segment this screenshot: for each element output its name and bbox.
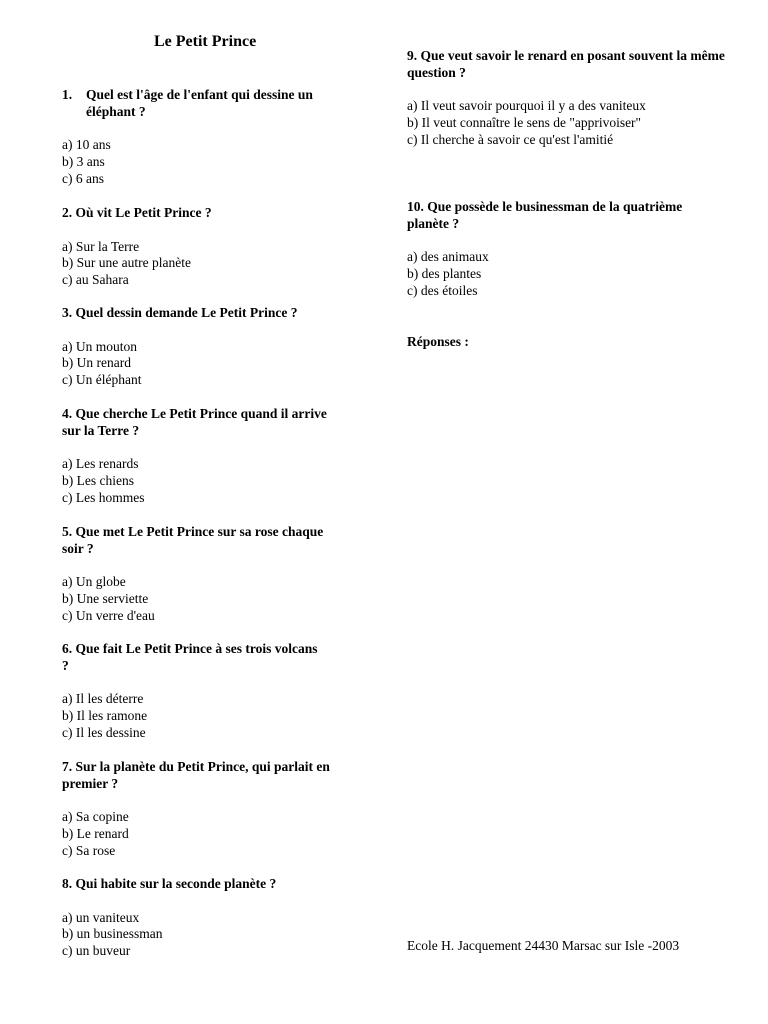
question-8-option-c: c) un buveur — [62, 943, 131, 959]
question-2-option-c: c) au Sahara — [62, 272, 129, 288]
question-10-option-a: a) des animaux — [407, 249, 489, 265]
question-1 — [62, 87, 362, 188]
question-3-title: 3. Quel dessin demande Le Petit Prince ? — [62, 305, 298, 320]
question-10 — [407, 199, 727, 300]
question-3-option-a: a) Un mouton — [62, 338, 137, 354]
question-9-options — [407, 98, 727, 148]
question-8-option-b: b) un businessman — [62, 926, 163, 942]
question-8 — [62, 876, 362, 960]
question-6 — [62, 641, 327, 742]
question-9-title: 9. Que veut savoir le renard en posant souvent la même question ? — [407, 48, 725, 80]
answers-label: Réponses : — [407, 334, 469, 349]
question-2-options — [62, 239, 362, 289]
question-4-option-c: c) Les hommes — [62, 489, 145, 505]
question-7-options — [62, 809, 362, 859]
question-3-option-b: b) Un renard — [62, 355, 131, 371]
question-4-options — [62, 456, 342, 506]
question-1-title — [62, 87, 362, 121]
question-8-options — [62, 910, 362, 960]
question-7-option-c: c) Sa rose — [62, 842, 116, 858]
question-1-options — [62, 137, 362, 187]
footer-school: Ecole H. Jacquement 24430 Marsac sur Isle -2003 — [407, 938, 680, 953]
question-8-option-a: a) un vaniteux — [62, 909, 140, 925]
question-1-text: Quel est l'âge de l'enfant qui dessine un éléphant ? — [86, 87, 313, 119]
question-3-option-c: c) Un éléphant — [62, 372, 142, 388]
question-7-option-a: a) Sa copine — [62, 809, 129, 825]
question-2-title: 2. Où vit Le Petit Prince ? — [62, 205, 212, 220]
question-7-option-b: b) Le renard — [62, 826, 129, 842]
question-9 — [407, 48, 727, 149]
question-8-title: 8. Qui habite sur la seconde planète ? — [62, 876, 277, 891]
question-4-option-a: a) Les renards — [62, 456, 139, 472]
question-7 — [62, 759, 362, 860]
question-6-option-b: b) Il les ramone — [62, 708, 148, 724]
question-6-title: 6. Que fait Le Petit Prince à ses trois volcans ? — [62, 641, 318, 673]
question-3 — [62, 305, 362, 389]
question-4 — [62, 406, 342, 507]
question-2 — [62, 205, 362, 289]
question-5-option-b: b) Une serviette — [62, 591, 149, 607]
question-6-options — [62, 691, 327, 741]
question-9-option-c: c) Il cherche à savoir ce qu'est l'amitié — [407, 131, 614, 147]
question-5 — [62, 524, 332, 625]
question-5-options — [62, 574, 332, 624]
question-5-option-a: a) Un globe — [62, 574, 126, 590]
question-2-option-b: b) Sur une autre planète — [62, 255, 191, 271]
document-title: Le Petit Prince — [154, 33, 257, 50]
question-6-option-c: c) Il les dessine — [62, 724, 146, 740]
question-1-option-a: a) 10 ans — [62, 137, 111, 153]
question-2-option-a: a) Sur la Terre — [62, 238, 140, 254]
question-5-option-c: c) Un verre d'eau — [62, 607, 155, 623]
question-5-title: 5. Que met Le Petit Prince sur sa rose chaque soir ? — [62, 524, 324, 556]
question-3-options — [62, 339, 362, 389]
question-6-option-a: a) Il les déterre — [62, 691, 144, 707]
question-1-option-c: c) 6 ans — [62, 170, 104, 186]
question-10-option-c: c) des étoiles — [407, 282, 478, 298]
question-10-option-b: b) des plantes — [407, 266, 482, 282]
question-7-title: 7. Sur la planète du Petit Prince, qui parlait en premier ? — [62, 759, 330, 791]
question-9-option-a: a) Il veut savoir pourquoi il y a des vaniteux — [407, 98, 646, 114]
question-10-title: 10. Que possède le businessman de la quatrième planète ? — [407, 199, 683, 231]
question-9-option-b: b) Il veut connaître le sens de "apprivoiser" — [407, 115, 642, 131]
question-1-option-b: b) 3 ans — [62, 154, 105, 170]
question-1-number: 1. — [62, 87, 73, 102]
question-10-options — [407, 249, 727, 299]
question-4-option-b: b) Les chiens — [62, 473, 134, 489]
question-4-title: 4. Que cherche Le Petit Prince quand il arrive sur la Terre ? — [62, 406, 327, 438]
